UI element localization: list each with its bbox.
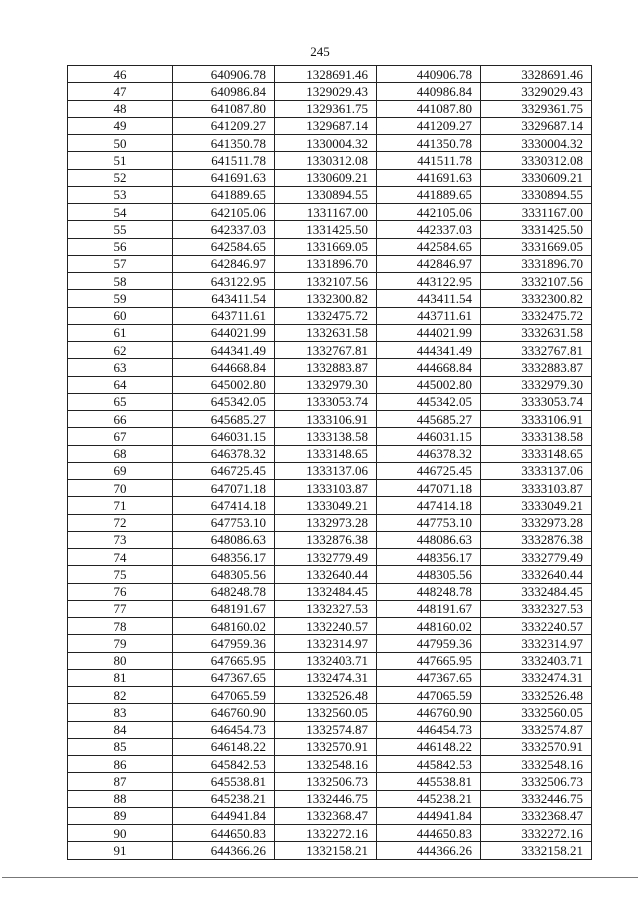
x-coordinate-cell: 642846.97 xyxy=(173,255,275,272)
point-number-cell: 72 xyxy=(68,514,173,531)
y-coordinate-cell: 1333053.74 xyxy=(275,393,377,410)
x-coordinate-alt-cell: 445002.80 xyxy=(377,376,481,393)
x-coordinate-alt-cell: 448248.78 xyxy=(377,583,481,600)
x-coordinate-cell: 647071.18 xyxy=(173,480,275,497)
x-coordinate-cell: 648160.02 xyxy=(173,618,275,635)
x-coordinate-alt-cell: 441209.27 xyxy=(377,117,481,134)
point-number-cell: 55 xyxy=(68,221,173,238)
y-coordinate-cell: 1331425.50 xyxy=(275,221,377,238)
point-number-cell: 74 xyxy=(68,549,173,566)
x-coordinate-alt-cell: 441511.78 xyxy=(377,152,481,169)
point-number-cell: 62 xyxy=(68,342,173,359)
y-coordinate-cell: 1332506.73 xyxy=(275,773,377,790)
table-row xyxy=(68,807,592,824)
point-number-cell: 78 xyxy=(68,618,173,635)
y-coordinate-cell: 1330004.32 xyxy=(275,135,377,152)
y-coordinate-cell: 1329361.75 xyxy=(275,100,377,117)
x-coordinate-cell: 641889.65 xyxy=(173,186,275,203)
table-row xyxy=(68,221,592,238)
y-coordinate-alt-cell: 3330894.55 xyxy=(481,186,592,203)
table-row xyxy=(68,324,592,341)
table-row xyxy=(68,825,592,842)
x-coordinate-cell: 648248.78 xyxy=(173,583,275,600)
y-coordinate-alt-cell: 3332327.53 xyxy=(481,600,592,617)
y-coordinate-alt-cell: 3329361.75 xyxy=(481,100,592,117)
x-coordinate-alt-cell: 446760.90 xyxy=(377,704,481,721)
coordinate-table-body xyxy=(68,66,592,860)
y-coordinate-alt-cell: 3332574.87 xyxy=(481,721,592,738)
x-coordinate-cell: 647414.18 xyxy=(173,497,275,514)
point-number-cell: 67 xyxy=(68,428,173,445)
point-number-cell: 70 xyxy=(68,480,173,497)
x-coordinate-cell: 640906.78 xyxy=(173,66,275,83)
y-coordinate-cell: 1333049.21 xyxy=(275,497,377,514)
table-row xyxy=(68,583,592,600)
x-coordinate-alt-cell: 444021.99 xyxy=(377,324,481,341)
y-coordinate-alt-cell: 3331425.50 xyxy=(481,221,592,238)
y-coordinate-alt-cell: 3333138.58 xyxy=(481,428,592,445)
point-number-cell: 76 xyxy=(68,583,173,600)
y-coordinate-alt-cell: 3333049.21 xyxy=(481,497,592,514)
y-coordinate-cell: 1330609.21 xyxy=(275,169,377,186)
point-number-cell: 89 xyxy=(68,807,173,824)
scan-edge-line xyxy=(2,877,638,878)
y-coordinate-alt-cell: 3332484.45 xyxy=(481,583,592,600)
x-coordinate-cell: 645538.81 xyxy=(173,773,275,790)
x-coordinate-cell: 647065.59 xyxy=(173,687,275,704)
x-coordinate-cell: 648191.67 xyxy=(173,600,275,617)
x-coordinate-alt-cell: 445538.81 xyxy=(377,773,481,790)
y-coordinate-alt-cell: 3332158.21 xyxy=(481,842,592,859)
table-row xyxy=(68,393,592,410)
point-number-cell: 87 xyxy=(68,773,173,790)
x-coordinate-cell: 648356.17 xyxy=(173,549,275,566)
y-coordinate-cell: 1330894.55 xyxy=(275,186,377,203)
y-coordinate-alt-cell: 3332403.71 xyxy=(481,652,592,669)
table-row xyxy=(68,376,592,393)
y-coordinate-alt-cell: 3333053.74 xyxy=(481,393,592,410)
y-coordinate-cell: 1329687.14 xyxy=(275,117,377,134)
y-coordinate-cell: 1332107.56 xyxy=(275,273,377,290)
y-coordinate-alt-cell: 3328691.46 xyxy=(481,66,592,83)
table-row xyxy=(68,600,592,617)
x-coordinate-alt-cell: 444366.26 xyxy=(377,842,481,859)
y-coordinate-cell: 1332640.44 xyxy=(275,566,377,583)
y-coordinate-cell: 1330312.08 xyxy=(275,152,377,169)
table-row xyxy=(68,290,592,307)
point-number-cell: 54 xyxy=(68,204,173,221)
x-coordinate-alt-cell: 447753.10 xyxy=(377,514,481,531)
x-coordinate-cell: 642105.06 xyxy=(173,204,275,221)
x-coordinate-alt-cell: 445842.53 xyxy=(377,756,481,773)
point-number-cell: 49 xyxy=(68,117,173,134)
y-coordinate-alt-cell: 3332314.97 xyxy=(481,635,592,652)
x-coordinate-cell: 641691.63 xyxy=(173,169,275,186)
point-number-cell: 82 xyxy=(68,687,173,704)
x-coordinate-alt-cell: 440906.78 xyxy=(377,66,481,83)
x-coordinate-alt-cell: 442337.03 xyxy=(377,221,481,238)
y-coordinate-cell: 1332403.71 xyxy=(275,652,377,669)
x-coordinate-alt-cell: 447065.59 xyxy=(377,687,481,704)
y-coordinate-cell: 1331669.05 xyxy=(275,238,377,255)
point-number-cell: 69 xyxy=(68,462,173,479)
y-coordinate-alt-cell: 3332107.56 xyxy=(481,273,592,290)
point-number-cell: 64 xyxy=(68,376,173,393)
y-coordinate-alt-cell: 3330609.21 xyxy=(481,169,592,186)
y-coordinate-alt-cell: 3333103.87 xyxy=(481,480,592,497)
table-row xyxy=(68,618,592,635)
x-coordinate-alt-cell: 444650.83 xyxy=(377,825,481,842)
table-row xyxy=(68,635,592,652)
x-coordinate-alt-cell: 444668.84 xyxy=(377,359,481,376)
table-row xyxy=(68,549,592,566)
y-coordinate-cell: 1332475.72 xyxy=(275,307,377,324)
y-coordinate-alt-cell: 3332883.87 xyxy=(481,359,592,376)
x-coordinate-cell: 644668.84 xyxy=(173,359,275,376)
x-coordinate-cell: 643122.95 xyxy=(173,273,275,290)
x-coordinate-alt-cell: 445238.21 xyxy=(377,790,481,807)
point-number-cell: 90 xyxy=(68,825,173,842)
y-coordinate-cell: 1332327.53 xyxy=(275,600,377,617)
y-coordinate-alt-cell: 3331896.70 xyxy=(481,255,592,272)
x-coordinate-alt-cell: 448160.02 xyxy=(377,618,481,635)
y-coordinate-alt-cell: 3332300.82 xyxy=(481,290,592,307)
point-number-cell: 53 xyxy=(68,186,173,203)
x-coordinate-cell: 644941.84 xyxy=(173,807,275,824)
x-coordinate-cell: 645342.05 xyxy=(173,393,275,410)
y-coordinate-alt-cell: 3332973.28 xyxy=(481,514,592,531)
point-number-cell: 81 xyxy=(68,669,173,686)
point-number-cell: 68 xyxy=(68,445,173,462)
table-row xyxy=(68,117,592,134)
x-coordinate-alt-cell: 440986.84 xyxy=(377,83,481,100)
y-coordinate-cell: 1332767.81 xyxy=(275,342,377,359)
table-row xyxy=(68,238,592,255)
y-coordinate-alt-cell: 3330312.08 xyxy=(481,152,592,169)
y-coordinate-cell: 1332300.82 xyxy=(275,290,377,307)
y-coordinate-alt-cell: 3332272.16 xyxy=(481,825,592,842)
table-row xyxy=(68,704,592,721)
table-row xyxy=(68,462,592,479)
x-coordinate-alt-cell: 441691.63 xyxy=(377,169,481,186)
point-number-cell: 56 xyxy=(68,238,173,255)
y-coordinate-cell: 1332240.57 xyxy=(275,618,377,635)
y-coordinate-cell: 1333137.06 xyxy=(275,462,377,479)
x-coordinate-cell: 641350.78 xyxy=(173,135,275,152)
y-coordinate-alt-cell: 3332548.16 xyxy=(481,756,592,773)
point-number-cell: 91 xyxy=(68,842,173,859)
x-coordinate-cell: 645002.80 xyxy=(173,376,275,393)
y-coordinate-cell: 1333106.91 xyxy=(275,411,377,428)
x-coordinate-alt-cell: 445685.27 xyxy=(377,411,481,428)
table-row xyxy=(68,152,592,169)
y-coordinate-cell: 1332548.16 xyxy=(275,756,377,773)
x-coordinate-alt-cell: 447071.18 xyxy=(377,480,481,497)
x-coordinate-alt-cell: 448191.67 xyxy=(377,600,481,617)
point-number-cell: 84 xyxy=(68,721,173,738)
x-coordinate-cell: 642337.03 xyxy=(173,221,275,238)
y-coordinate-alt-cell: 3329687.14 xyxy=(481,117,592,134)
x-coordinate-cell: 641087.80 xyxy=(173,100,275,117)
table-row xyxy=(68,66,592,83)
point-number-cell: 71 xyxy=(68,497,173,514)
x-coordinate-alt-cell: 446378.32 xyxy=(377,445,481,462)
y-coordinate-alt-cell: 3333106.91 xyxy=(481,411,592,428)
y-coordinate-cell: 1332158.21 xyxy=(275,842,377,859)
y-coordinate-cell: 1332973.28 xyxy=(275,514,377,531)
x-coordinate-cell: 644650.83 xyxy=(173,825,275,842)
table-row xyxy=(68,169,592,186)
x-coordinate-cell: 647959.36 xyxy=(173,635,275,652)
x-coordinate-cell: 644366.26 xyxy=(173,842,275,859)
table-row xyxy=(68,669,592,686)
y-coordinate-cell: 1328691.46 xyxy=(275,66,377,83)
y-coordinate-alt-cell: 3332446.75 xyxy=(481,790,592,807)
x-coordinate-alt-cell: 441087.80 xyxy=(377,100,481,117)
y-coordinate-cell: 1332484.45 xyxy=(275,583,377,600)
x-coordinate-alt-cell: 441350.78 xyxy=(377,135,481,152)
y-coordinate-cell: 1329029.43 xyxy=(275,83,377,100)
y-coordinate-alt-cell: 3331669.05 xyxy=(481,238,592,255)
point-number-cell: 50 xyxy=(68,135,173,152)
x-coordinate-cell: 644021.99 xyxy=(173,324,275,341)
table-row xyxy=(68,428,592,445)
table-row xyxy=(68,480,592,497)
y-coordinate-cell: 1332560.05 xyxy=(275,704,377,721)
table-row xyxy=(68,186,592,203)
table-row xyxy=(68,411,592,428)
y-coordinate-alt-cell: 3333148.65 xyxy=(481,445,592,462)
table-row xyxy=(68,342,592,359)
point-number-cell: 60 xyxy=(68,307,173,324)
point-number-cell: 52 xyxy=(68,169,173,186)
x-coordinate-cell: 647753.10 xyxy=(173,514,275,531)
x-coordinate-cell: 642584.65 xyxy=(173,238,275,255)
y-coordinate-alt-cell: 3332767.81 xyxy=(481,342,592,359)
point-number-cell: 66 xyxy=(68,411,173,428)
x-coordinate-alt-cell: 442584.65 xyxy=(377,238,481,255)
x-coordinate-alt-cell: 448086.63 xyxy=(377,531,481,548)
table-row xyxy=(68,566,592,583)
y-coordinate-cell: 1331896.70 xyxy=(275,255,377,272)
x-coordinate-alt-cell: 443711.61 xyxy=(377,307,481,324)
x-coordinate-cell: 646148.22 xyxy=(173,738,275,755)
y-coordinate-cell: 1333138.58 xyxy=(275,428,377,445)
x-coordinate-cell: 646031.15 xyxy=(173,428,275,445)
y-coordinate-cell: 1332446.75 xyxy=(275,790,377,807)
x-coordinate-cell: 643711.61 xyxy=(173,307,275,324)
point-number-cell: 83 xyxy=(68,704,173,721)
table-row xyxy=(68,514,592,531)
x-coordinate-cell: 640986.84 xyxy=(173,83,275,100)
table-row xyxy=(68,83,592,100)
table-row xyxy=(68,135,592,152)
x-coordinate-alt-cell: 446725.45 xyxy=(377,462,481,479)
y-coordinate-alt-cell: 3332876.38 xyxy=(481,531,592,548)
y-coordinate-cell: 1333148.65 xyxy=(275,445,377,462)
table-row xyxy=(68,687,592,704)
x-coordinate-alt-cell: 448305.56 xyxy=(377,566,481,583)
table-row xyxy=(68,756,592,773)
table-row xyxy=(68,531,592,548)
table-row xyxy=(68,842,592,859)
point-number-cell: 48 xyxy=(68,100,173,117)
x-coordinate-cell: 645842.53 xyxy=(173,756,275,773)
point-number-cell: 47 xyxy=(68,83,173,100)
y-coordinate-alt-cell: 3331167.00 xyxy=(481,204,592,221)
y-coordinate-cell: 1332883.87 xyxy=(275,359,377,376)
y-coordinate-alt-cell: 3329029.43 xyxy=(481,83,592,100)
x-coordinate-cell: 641511.78 xyxy=(173,152,275,169)
y-coordinate-cell: 1332779.49 xyxy=(275,549,377,566)
x-coordinate-alt-cell: 447367.65 xyxy=(377,669,481,686)
y-coordinate-cell: 1332876.38 xyxy=(275,531,377,548)
y-coordinate-cell: 1332979.30 xyxy=(275,376,377,393)
point-number-cell: 88 xyxy=(68,790,173,807)
x-coordinate-cell: 648305.56 xyxy=(173,566,275,583)
y-coordinate-alt-cell: 3332631.58 xyxy=(481,324,592,341)
table-row xyxy=(68,100,592,117)
y-coordinate-cell: 1332474.31 xyxy=(275,669,377,686)
point-number-cell: 75 xyxy=(68,566,173,583)
y-coordinate-cell: 1332272.16 xyxy=(275,825,377,842)
x-coordinate-alt-cell: 441889.65 xyxy=(377,186,481,203)
y-coordinate-cell: 1332526.48 xyxy=(275,687,377,704)
point-number-cell: 79 xyxy=(68,635,173,652)
point-number-cell: 63 xyxy=(68,359,173,376)
x-coordinate-cell: 645685.27 xyxy=(173,411,275,428)
point-number-cell: 77 xyxy=(68,600,173,617)
x-coordinate-cell: 647665.95 xyxy=(173,652,275,669)
point-number-cell: 58 xyxy=(68,273,173,290)
table-row xyxy=(68,445,592,462)
y-coordinate-alt-cell: 3332560.05 xyxy=(481,704,592,721)
x-coordinate-cell: 648086.63 xyxy=(173,531,275,548)
point-number-cell: 61 xyxy=(68,324,173,341)
y-coordinate-alt-cell: 3332570.91 xyxy=(481,738,592,755)
table-row xyxy=(68,497,592,514)
y-coordinate-cell: 1332314.97 xyxy=(275,635,377,652)
x-coordinate-cell: 645238.21 xyxy=(173,790,275,807)
coordinate-table xyxy=(67,65,592,860)
y-coordinate-cell: 1332368.47 xyxy=(275,807,377,824)
x-coordinate-alt-cell: 447665.95 xyxy=(377,652,481,669)
y-coordinate-alt-cell: 3332979.30 xyxy=(481,376,592,393)
y-coordinate-alt-cell: 3332240.57 xyxy=(481,618,592,635)
point-number-cell: 46 xyxy=(68,66,173,83)
x-coordinate-alt-cell: 445342.05 xyxy=(377,393,481,410)
x-coordinate-cell: 643411.54 xyxy=(173,290,275,307)
x-coordinate-alt-cell: 443122.95 xyxy=(377,273,481,290)
x-coordinate-alt-cell: 448356.17 xyxy=(377,549,481,566)
y-coordinate-alt-cell: 3332779.49 xyxy=(481,549,592,566)
x-coordinate-alt-cell: 446148.22 xyxy=(377,738,481,755)
x-coordinate-cell: 646760.90 xyxy=(173,704,275,721)
point-number-cell: 65 xyxy=(68,393,173,410)
y-coordinate-alt-cell: 3333137.06 xyxy=(481,462,592,479)
y-coordinate-alt-cell: 3332640.44 xyxy=(481,566,592,583)
y-coordinate-alt-cell: 3332526.48 xyxy=(481,687,592,704)
x-coordinate-cell: 641209.27 xyxy=(173,117,275,134)
table-row xyxy=(68,773,592,790)
table-row xyxy=(68,721,592,738)
table-row xyxy=(68,790,592,807)
y-coordinate-cell: 1332574.87 xyxy=(275,721,377,738)
x-coordinate-alt-cell: 444941.84 xyxy=(377,807,481,824)
point-number-cell: 80 xyxy=(68,652,173,669)
point-number-cell: 73 xyxy=(68,531,173,548)
y-coordinate-cell: 1333103.87 xyxy=(275,480,377,497)
x-coordinate-alt-cell: 446031.15 xyxy=(377,428,481,445)
point-number-cell: 57 xyxy=(68,255,173,272)
point-number-cell: 51 xyxy=(68,152,173,169)
x-coordinate-alt-cell: 444341.49 xyxy=(377,342,481,359)
x-coordinate-alt-cell: 443411.54 xyxy=(377,290,481,307)
x-coordinate-alt-cell: 442105.06 xyxy=(377,204,481,221)
page-number: 245 xyxy=(310,44,330,59)
y-coordinate-alt-cell: 3330004.32 xyxy=(481,135,592,152)
x-coordinate-alt-cell: 446454.73 xyxy=(377,721,481,738)
x-coordinate-cell: 644341.49 xyxy=(173,342,275,359)
x-coordinate-alt-cell: 447959.36 xyxy=(377,635,481,652)
x-coordinate-cell: 646378.32 xyxy=(173,445,275,462)
table-row xyxy=(68,652,592,669)
x-coordinate-alt-cell: 442846.97 xyxy=(377,255,481,272)
y-coordinate-alt-cell: 3332475.72 xyxy=(481,307,592,324)
table-row xyxy=(68,255,592,272)
table-row xyxy=(68,307,592,324)
y-coordinate-cell: 1332570.91 xyxy=(275,738,377,755)
y-coordinate-cell: 1332631.58 xyxy=(275,324,377,341)
table-row xyxy=(68,359,592,376)
table-row xyxy=(68,273,592,290)
table-row xyxy=(68,204,592,221)
point-number-cell: 86 xyxy=(68,756,173,773)
y-coordinate-alt-cell: 3332474.31 xyxy=(481,669,592,686)
x-coordinate-alt-cell: 447414.18 xyxy=(377,497,481,514)
y-coordinate-alt-cell: 3332368.47 xyxy=(481,807,592,824)
x-coordinate-cell: 646454.73 xyxy=(173,721,275,738)
point-number-cell: 85 xyxy=(68,738,173,755)
table-row xyxy=(68,738,592,755)
y-coordinate-alt-cell: 3332506.73 xyxy=(481,773,592,790)
x-coordinate-cell: 646725.45 xyxy=(173,462,275,479)
y-coordinate-cell: 1331167.00 xyxy=(275,204,377,221)
x-coordinate-cell: 647367.65 xyxy=(173,669,275,686)
point-number-cell: 59 xyxy=(68,290,173,307)
